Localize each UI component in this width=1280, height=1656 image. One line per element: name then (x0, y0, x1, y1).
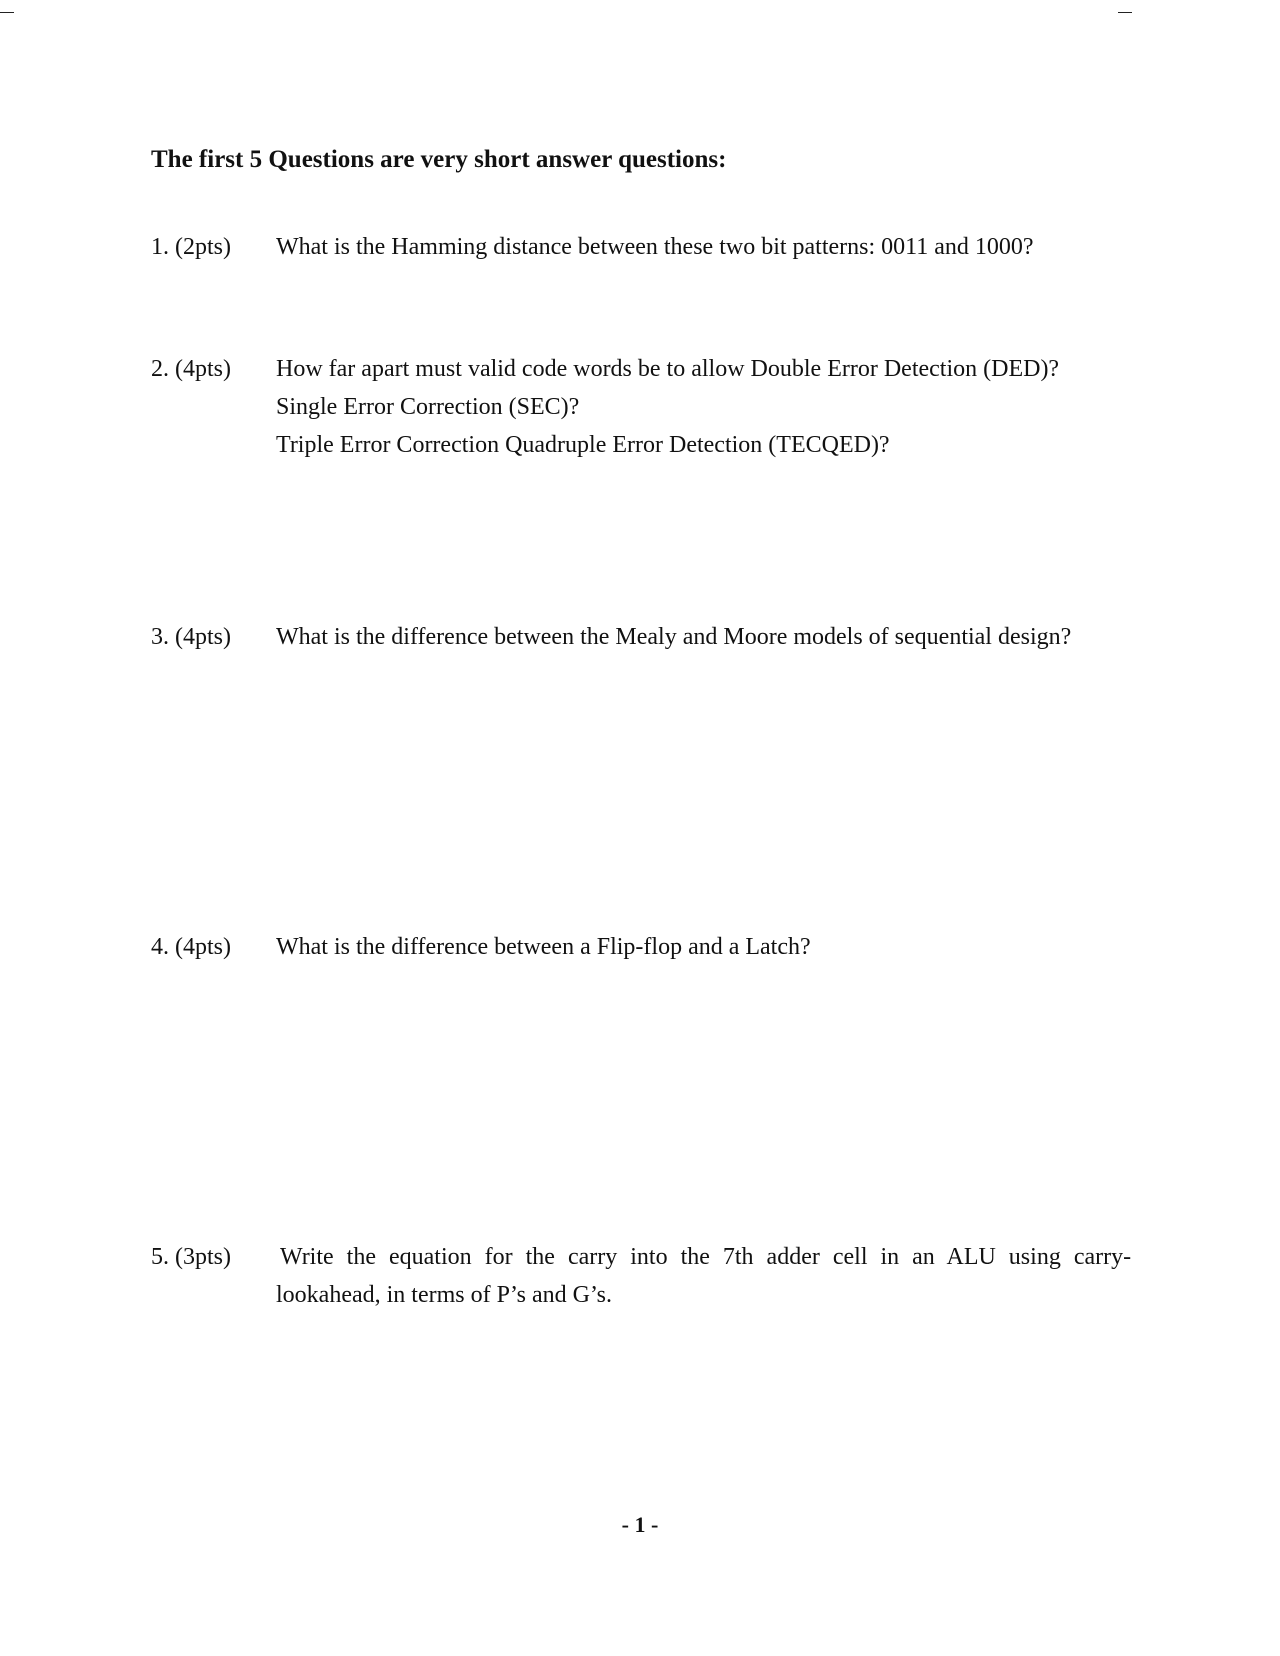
question-line: Single Error Correction (SEC)? (276, 394, 580, 420)
question-line: What is the difference between a Flip-flop and a Latch? (276, 934, 811, 960)
question-text (276, 350, 1136, 464)
question-number: 1. (2pts) (151, 234, 231, 260)
question-number: 5. (3pts) (151, 1244, 231, 1270)
question-number: 4. (4pts) (151, 934, 231, 960)
crop-mark-right (1118, 12, 1132, 13)
question-line: What is the difference between the Mealy and Moore models of sequential design? (276, 624, 1072, 650)
page-number: - 1 - (621, 1512, 659, 1537)
question-line: Triple Error Correction Quadruple Error Detection (TECQED)? (276, 432, 890, 458)
crop-mark-left (0, 12, 14, 13)
question-number: 2. (4pts) (151, 356, 231, 382)
question-text (276, 1238, 1136, 1314)
question-text (276, 228, 1136, 266)
question-number: 3. (4pts) (151, 624, 231, 650)
question-line: lookahead, in terms of P’s and G’s. (276, 1282, 612, 1308)
question-text (276, 928, 1136, 966)
question-line: What is the Hamming distance between these two bit patterns: 0011 and 1000? (276, 234, 1034, 260)
question-line: How far apart must valid code words be to allow Double Error Detection (DED)? (276, 356, 1060, 382)
section-heading: The first 5 Questions are very short answer questions: (151, 146, 727, 173)
question-line: Write the equation for the carry into the 7th adder cell in an ALU using carry- (280, 1244, 1132, 1270)
question-text (276, 618, 1136, 656)
